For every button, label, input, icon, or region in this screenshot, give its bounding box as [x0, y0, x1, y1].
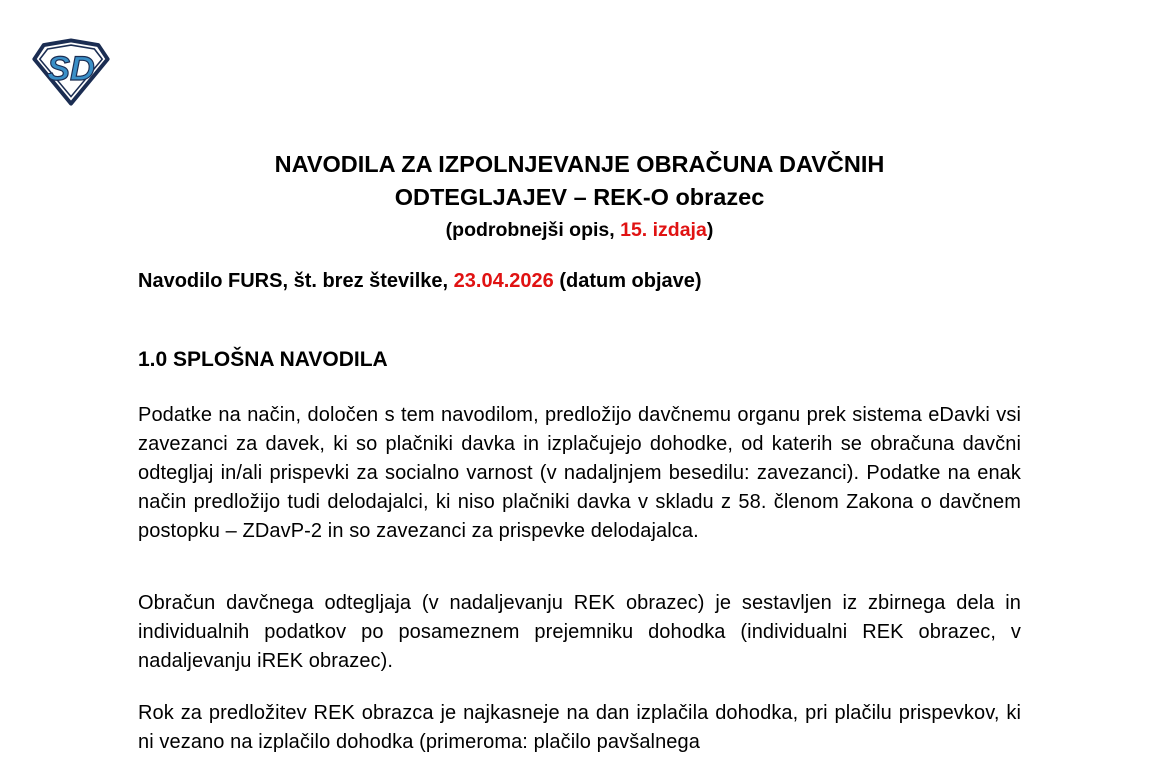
subtitle-edition: 15. izdaja [620, 219, 707, 241]
document-reference-line [138, 268, 1021, 294]
document-title-line2: ODTEGLJAJEV – REK-O obrazec [394, 184, 765, 210]
doc-ref-prefix: Navodilo FURS, št. brez številke, [138, 270, 454, 292]
paragraph-general-1: Podatke na način, določen s tem navodilom, predložijo davčnemu organu prek sistema eDavki vsi zavezanci za davek, ki so plačniki davka in izplačujejo dohodke, od katerih se obračuna davčni odtegljaj in/ali prispevki za socialno varnost (v nadaljnjem besedilu: zavezanci). Podatke na enak način predložijo tudi delodajalci, ki niso plačniki davka v skladu z 58. členom Zakona o davčnem postopku – ZDavP-2 in so zavezanci za prispevke delodajalca. [138, 404, 1021, 542]
logo-letters: SD [47, 50, 95, 89]
paragraph-general-2: Obračun davčnega odtegljaja (v nadaljevanju REK obrazec) je sestavljen iz zbirnega dela in individualnih podatkov po posameznem prejemniku dohodka (individualni REK obrazec, v nadaljevanju iREK obrazec). [138, 592, 1021, 672]
sd-shield-logo [32, 38, 110, 106]
doc-ref-suffix: (datum objave) [553, 270, 702, 292]
sd-shield-logo-svg [32, 38, 110, 106]
paragraph-general-3: Rok za predložitev REK obrazca je najkasneje na dan izplačila dohodka, pri plačilu prispevkov, ki ni vezano na izplačilo dohodka (primeroma: plačilo pavšalnega [138, 702, 1021, 753]
document-title-line1: NAVODILA ZA IZPOLNJEVANJE OBRAČUNA DAVČNIH [274, 151, 885, 177]
document-subtitle [138, 214, 1021, 246]
subtitle-prefix: (podrobnejši opis, [445, 219, 621, 241]
section-heading: 1.0 SPLOŠNA NAVODILA [138, 348, 388, 371]
doc-ref-date: 23.04.2026 [453, 270, 554, 292]
subtitle-suffix: ) [706, 219, 714, 241]
document-title-block [138, 148, 1021, 246]
